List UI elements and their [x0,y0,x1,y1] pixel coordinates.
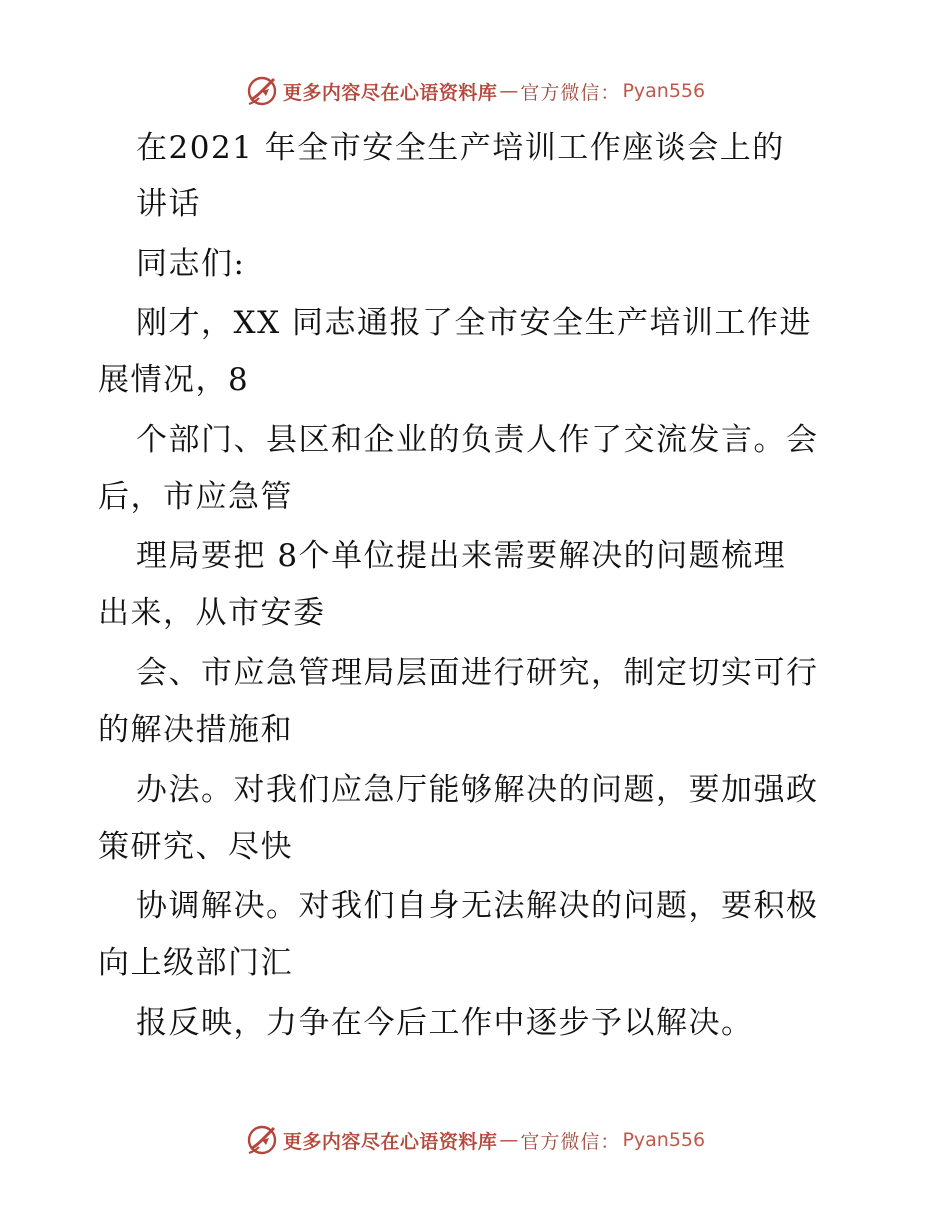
paragraph-line: 刚才，XX 同志通报了全市安全生产培训工作进 [136,305,812,341]
footer-banner [0,1120,950,1160]
banner-text: 更多内容尽在心语资料库 [282,1130,498,1153]
banner-dash: — [499,1129,519,1151]
paragraph-line: 展情况，8 [98,362,250,398]
title-line-2: 讲话 [136,186,201,222]
banner-wechat-id: Pyan556 [622,1129,706,1151]
paragraph-line: 出来，从市安委 [98,595,326,631]
banner-dash: — [499,80,519,102]
banner-wechat-id: Pyan556 [622,80,706,102]
paragraph-line: 后，市应急管 [98,479,293,515]
paragraph-line: 个部门、县区和企业的负责人作了交流发言。会 [136,422,819,458]
paragraph-line: 策研究、尽快 [98,829,293,865]
banner-text: 更多内容尽在心语资料库 [282,81,498,104]
paragraph-line: 会、市应急管理局层面进行研究，制定切实可行 [136,655,819,691]
salutation: 同志们: [136,246,246,282]
paragraph-line: 报反映，力争在今后工作中逐步予以解决。 [136,1005,754,1041]
banner-wechat-label: 官方微信： [520,1130,621,1153]
banner-wechat-label: 官方微信： [520,81,621,104]
paragraph-line: 办法。对我们应急厅能够解决的问题，要加强政 [136,772,819,808]
paragraph-line: 的解决措施和 [98,712,293,748]
paragraph-line: 理局要把 8个单位提出来需要解决的问题梳理 [136,538,787,574]
pen-logo-icon [245,1123,279,1157]
paragraph-line: 协调解决。对我们自身无法解决的问题，要积极 [136,888,819,924]
title-line-1: 在2021 年全市安全生产培训工作座谈会上的 [136,130,785,166]
paragraph-line: 向上级部门汇 [98,945,293,981]
